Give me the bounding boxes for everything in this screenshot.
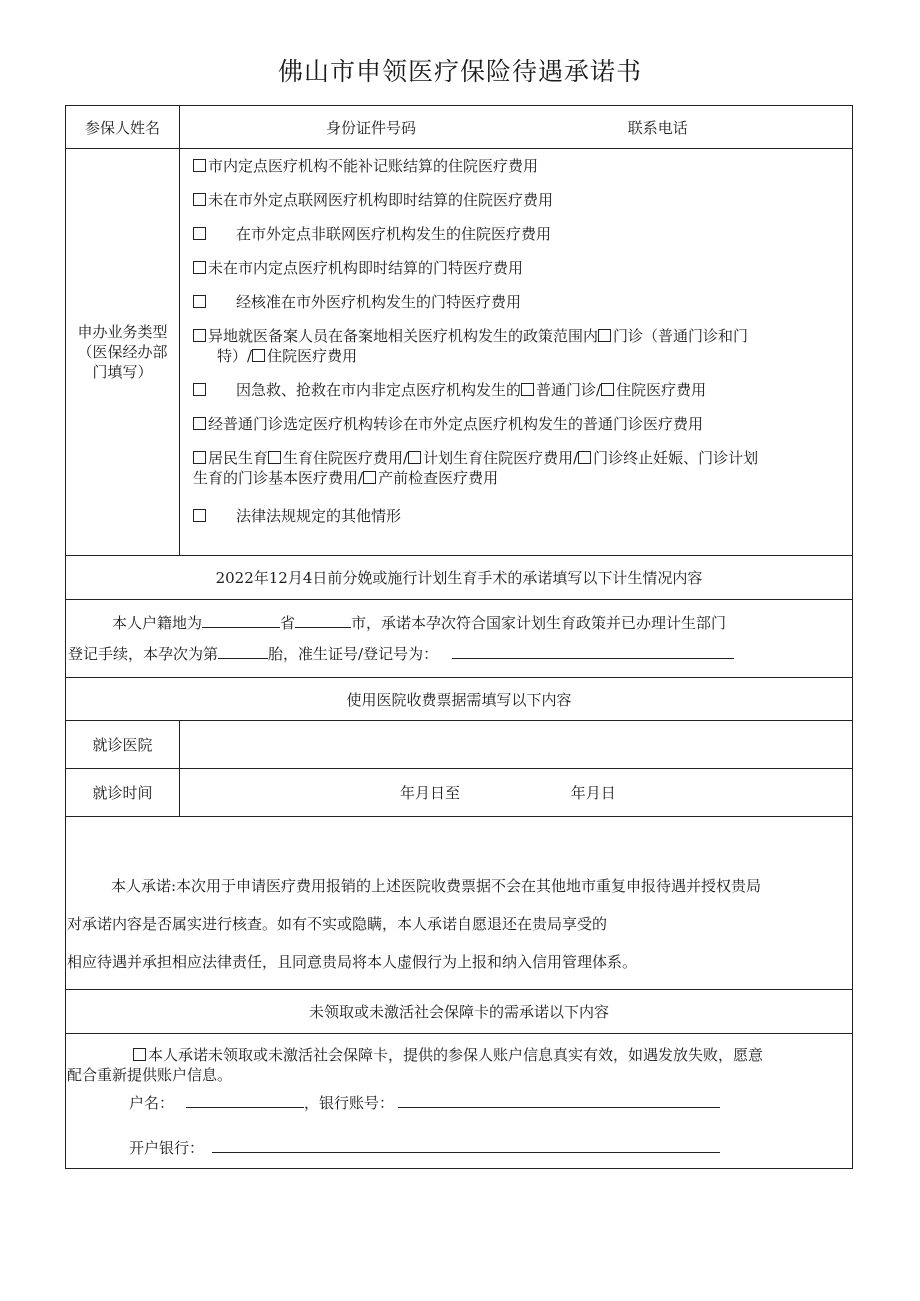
visit-time-from: 年月日至 — [400, 784, 461, 802]
checkbox-icon[interactable] — [363, 471, 376, 484]
hospital-label: 就诊医院 — [92, 736, 153, 754]
option-6[interactable] — [180, 326, 852, 366]
checkbox-icon[interactable] — [521, 383, 534, 396]
name-label-cell — [66, 106, 180, 149]
option-10[interactable] — [180, 506, 852, 526]
option-4-label: 未在市内定点医疗机构即时结算的门特医疗费用 — [208, 259, 524, 277]
bank-field[interactable] — [212, 1138, 720, 1153]
checkbox-icon[interactable] — [408, 451, 421, 464]
province-label: 省 — [280, 614, 296, 632]
checkbox-icon[interactable] — [193, 417, 206, 430]
pledge-line-3: 相应待遇并承担相应法律责任，且同意贵局将本人虚假行为上报和纳入信用管理体系。 — [67, 953, 638, 971]
option-7-label: 因急救、抢救在市内非定点医疗机构发生的 — [236, 381, 522, 399]
permit-number-field[interactable] — [452, 644, 734, 659]
pregnancy-pledge: 市，承诺本孕次符合国家计划生育政策并已办理计生部门 — [351, 614, 727, 632]
family-plan-heading: 2022年12月4日前分娩或施行计划生育手术的承诺填写以下计生情况内容 — [215, 569, 703, 587]
pledge-cell — [66, 817, 853, 990]
receipt-heading-cell — [66, 678, 853, 721]
card-heading-cell — [66, 990, 853, 1034]
business-type-label-note: （医保经办部 — [77, 343, 168, 361]
commitment-form — [65, 105, 853, 1169]
business-type-label-note2: 门填写） — [92, 363, 153, 381]
permit-number-label: 胎，准生证号/登记号为： — [268, 645, 439, 663]
option-7-inpatient: 住院医疗费用 — [616, 381, 707, 399]
checkbox-icon[interactable] — [268, 451, 281, 464]
option-2-label: 未在市外定点联网医疗机构即时结算的住院医疗费用 — [208, 191, 554, 209]
bank-account-field[interactable] — [398, 1093, 720, 1108]
checkbox-icon[interactable] — [193, 193, 206, 206]
household-label: 本人户籍地为 — [112, 614, 203, 632]
checkbox-icon[interactable] — [193, 451, 206, 464]
option-5-label: 经核准在市外医疗机构发生的门特医疗费用 — [236, 293, 522, 311]
visit-time-label: 就诊时间 — [92, 784, 153, 802]
family-plan-heading-cell — [66, 556, 853, 600]
province-field[interactable] — [202, 613, 280, 628]
checkbox-icon[interactable] — [578, 451, 591, 464]
option-1[interactable] — [180, 156, 852, 176]
option-7[interactable] — [180, 380, 852, 400]
option-1-label: 市内定点医疗机构不能补记账结算的住院医疗费用 — [208, 157, 539, 175]
option-5[interactable] — [180, 292, 852, 312]
phone-label: 联系电话 — [627, 118, 688, 137]
checkbox-icon[interactable] — [193, 509, 206, 522]
checkbox-icon[interactable] — [193, 261, 206, 274]
option-6-outpatient: 门诊（普通门诊和门 — [613, 327, 749, 345]
option-3-label: 在市外定点非联网医疗机构发生的住院医疗费用 — [236, 225, 552, 243]
card-pledge-text: 本人承诺未领取或未激活社会保障卡，提供的参保人账户信息真实有效，如遇发放失败，愿意 — [148, 1046, 764, 1064]
hospital-field[interactable] — [180, 721, 853, 769]
registration-text: 登记手续，本孕次为第 — [68, 645, 219, 663]
checkbox-icon[interactable] — [133, 1048, 146, 1061]
id-label: 身份证件号码 — [326, 118, 417, 137]
option-9-basic: 生育的门诊基本医疗费用/ — [193, 469, 364, 487]
id-phone-cell[interactable] — [180, 106, 853, 149]
checkbox-icon[interactable] — [193, 159, 206, 172]
account-name-field[interactable] — [186, 1093, 304, 1108]
option-9-termination: 门诊终止妊娠、门诊计划 — [593, 449, 759, 467]
card-pledge-line-1[interactable] — [67, 1045, 851, 1065]
option-9-birth: 生育住院医疗费用/ — [283, 449, 409, 467]
checkbox-icon[interactable] — [252, 349, 265, 362]
business-type-label-cell — [66, 149, 180, 556]
option-2[interactable] — [180, 190, 852, 210]
business-type-label: 申办业务类型 — [77, 323, 168, 341]
pledge-line-2: 对承诺内容是否属实进行核查。如有不实或隐瞒，本人承诺自愿退还在贵局享受的 — [67, 915, 608, 933]
option-10-label: 法律法规规定的其他情形 — [236, 507, 402, 525]
visit-time-label-cell — [66, 769, 180, 817]
option-9-planned: 计划生育住院医疗费用/ — [423, 449, 579, 467]
option-8[interactable] — [180, 414, 852, 434]
birth-order-field[interactable] — [218, 644, 268, 659]
checkbox-icon[interactable] — [193, 383, 206, 396]
family-plan-body-cell — [66, 600, 853, 678]
option-6-label: 异地就医备案人员在备案地相关医疗机构发生的政策范围内 — [208, 327, 599, 345]
bank-account-label: ，银行账号： — [304, 1094, 395, 1112]
checkbox-icon[interactable] — [193, 329, 206, 342]
city-field[interactable] — [295, 613, 351, 628]
hospital-label-cell — [66, 721, 180, 769]
bank-label: 开户银行： — [129, 1139, 205, 1157]
card-pledge-line-2: 配合重新提供账户信息。 — [67, 1066, 233, 1084]
option-3[interactable] — [180, 224, 852, 244]
card-heading: 未领取或未激活社会保障卡的需承诺以下内容 — [308, 1003, 609, 1021]
name-label: 参保人姓名 — [84, 118, 160, 137]
pledge-line-1: 本人承诺:本次用于申请医疗费用报销的上述医院收费票据不会在其他地市重复申报待遇并授权贵局 — [111, 877, 762, 895]
checkbox-icon[interactable] — [193, 295, 206, 308]
option-6-inpatient: 住院医疗费用 — [267, 347, 358, 365]
account-name-label: 户名： — [129, 1094, 175, 1112]
option-7-outpatient: 普通门诊/ — [536, 381, 602, 399]
option-9-label: 居民生育 — [208, 449, 269, 467]
checkbox-icon[interactable] — [601, 383, 614, 396]
business-options-cell — [180, 149, 853, 556]
option-9[interactable] — [180, 448, 852, 488]
checkbox-icon[interactable] — [193, 227, 206, 240]
receipt-heading: 使用医院收费票据需填写以下内容 — [346, 690, 572, 709]
option-8-label: 经普通门诊选定医疗机构转诊在市外定点医疗机构发生的普通门诊医疗费用 — [208, 415, 704, 433]
checkbox-icon[interactable] — [598, 329, 611, 342]
option-9-prenatal: 产前检查医疗费用 — [378, 469, 499, 487]
page-title: 佛山市申领医疗保险待遇承诺书 — [277, 57, 642, 86]
visit-time-field[interactable] — [180, 769, 853, 817]
option-4[interactable] — [180, 258, 852, 278]
card-body-cell — [66, 1034, 853, 1169]
visit-time-to: 年月日 — [570, 784, 616, 802]
option-6-special: 特）/ — [217, 347, 253, 365]
